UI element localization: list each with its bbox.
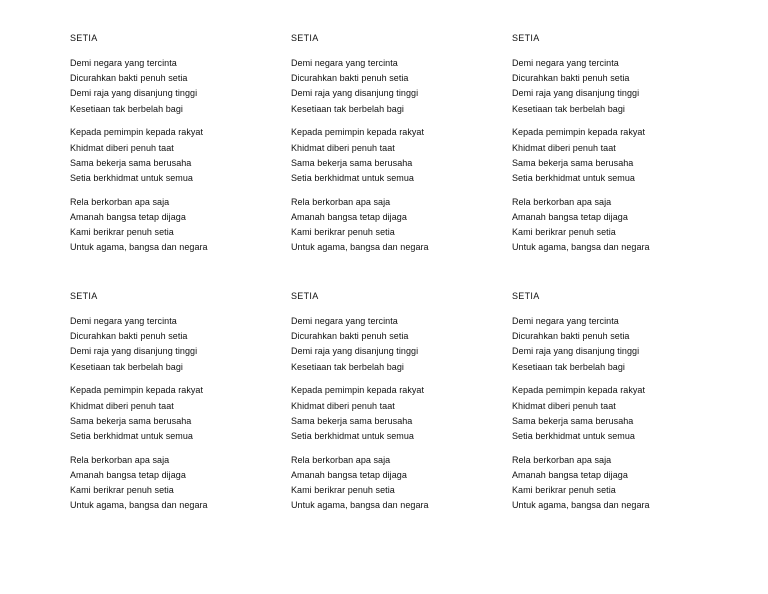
verse-line: Demi raja yang disanjung tinggi bbox=[291, 346, 419, 357]
verse-line: Setia berkhidmat untuk semua bbox=[291, 173, 414, 184]
verse-line: Rela berkorban apa saja bbox=[291, 196, 391, 207]
verse-line: Untuk agama, bangsa dan negara bbox=[291, 500, 429, 511]
stanza bbox=[512, 453, 712, 514]
verse-line: Sama bekerja sama berusaha bbox=[291, 157, 413, 168]
poem-title: SETIA bbox=[512, 33, 540, 43]
verse-line: Amanah bangsa tetap dijaga bbox=[291, 212, 407, 223]
stanza bbox=[70, 314, 270, 375]
poem-title: SETIA bbox=[291, 291, 319, 301]
verse-line: Rela berkorban apa saja bbox=[512, 454, 612, 465]
verse-line: Sama bekerja sama berusaha bbox=[291, 415, 413, 426]
verse-line: Demi negara yang tercinta bbox=[512, 58, 619, 68]
verse-line: Amanah bangsa tetap dijaga bbox=[512, 212, 628, 223]
verse-line: Khidmat diberi penuh taat bbox=[291, 142, 395, 153]
verse-line: Demi raja yang disanjung tinggi bbox=[291, 88, 419, 99]
verse-line: Demi negara yang tercinta bbox=[70, 316, 177, 326]
stanza bbox=[70, 125, 270, 186]
verse-line: Kami berikrar penuh setia bbox=[291, 227, 395, 238]
verse-line: Demi negara yang tercinta bbox=[291, 58, 398, 68]
verse-line: Kesetiaan tak berbelah bagi bbox=[512, 103, 625, 114]
verse-line: Khidmat diberi penuh taat bbox=[512, 400, 616, 411]
stanza bbox=[291, 314, 491, 375]
lyric-card bbox=[291, 32, 491, 264]
verse-line: Setia berkhidmat untuk semua bbox=[512, 431, 635, 442]
verse-line: Untuk agama, bangsa dan negara bbox=[512, 500, 650, 511]
stanza bbox=[291, 125, 491, 186]
verse-line: Dicurahkan bakti penuh setia bbox=[512, 73, 630, 84]
stanza bbox=[512, 314, 712, 375]
verse-line: Untuk agama, bangsa dan negara bbox=[512, 242, 650, 253]
verse-line: Amanah bangsa tetap dijaga bbox=[291, 470, 407, 481]
stanza bbox=[70, 195, 270, 256]
verse-line: Khidmat diberi penuh taat bbox=[512, 142, 616, 153]
verse-line: Amanah bangsa tetap dijaga bbox=[512, 470, 628, 481]
poem-title: SETIA bbox=[70, 291, 98, 301]
stanza bbox=[70, 56, 270, 117]
lyric-card bbox=[512, 290, 712, 522]
verse-line: Dicurahkan bakti penuh setia bbox=[70, 73, 188, 84]
verse-line: Kepada pemimpin kepada rakyat bbox=[70, 385, 204, 396]
verse-line: Kesetiaan tak berbelah bagi bbox=[70, 361, 183, 372]
poem-title: SETIA bbox=[70, 33, 98, 43]
stanza bbox=[70, 453, 270, 514]
verse-line: Dicurahkan bakti penuh setia bbox=[291, 331, 409, 342]
verse-line: Demi negara yang tercinta bbox=[291, 316, 398, 326]
verse-line: Kami berikrar penuh setia bbox=[70, 227, 174, 238]
verse-line: Kesetiaan tak berbelah bagi bbox=[291, 361, 404, 372]
verse-line: Kesetiaan tak berbelah bagi bbox=[512, 361, 625, 372]
lyric-card bbox=[291, 290, 491, 522]
verse-line: Khidmat diberi penuh taat bbox=[70, 142, 174, 153]
verse-line: Sama bekerja sama berusaha bbox=[70, 415, 192, 426]
verse-line: Kami berikrar penuh setia bbox=[512, 485, 616, 496]
stanza bbox=[512, 195, 712, 256]
lyric-card bbox=[512, 32, 712, 264]
verse-line: Demi raja yang disanjung tinggi bbox=[512, 88, 640, 99]
verse-line: Dicurahkan bakti penuh setia bbox=[291, 73, 409, 84]
verse-line: Kepada pemimpin kepada rakyat bbox=[512, 127, 646, 138]
verse-line: Setia berkhidmat untuk semua bbox=[70, 431, 193, 442]
verse-line: Sama bekerja sama berusaha bbox=[512, 415, 634, 426]
verse-line: Khidmat diberi penuh taat bbox=[291, 400, 395, 411]
verse-line: Kepada pemimpin kepada rakyat bbox=[291, 385, 425, 396]
stanza bbox=[291, 383, 491, 444]
verse-line: Khidmat diberi penuh taat bbox=[70, 400, 174, 411]
stanza bbox=[291, 195, 491, 256]
verse-line: Kepada pemimpin kepada rakyat bbox=[70, 127, 204, 138]
stanza bbox=[512, 125, 712, 186]
verse-line: Kami berikrar penuh setia bbox=[70, 485, 174, 496]
verse-line: Sama bekerja sama berusaha bbox=[70, 157, 192, 168]
verse-line: Demi raja yang disanjung tinggi bbox=[512, 346, 640, 357]
poem-title: SETIA bbox=[512, 291, 540, 301]
verse-line: Setia berkhidmat untuk semua bbox=[70, 173, 193, 184]
verse-line: Amanah bangsa tetap dijaga bbox=[70, 212, 186, 223]
verse-line: Kesetiaan tak berbelah bagi bbox=[70, 103, 183, 114]
verse-line: Demi negara yang tercinta bbox=[512, 316, 619, 326]
stanza bbox=[512, 56, 712, 117]
verse-line: Amanah bangsa tetap dijaga bbox=[70, 470, 186, 481]
stanza bbox=[291, 453, 491, 514]
lyric-card bbox=[70, 32, 270, 264]
verse-line: Kami berikrar penuh setia bbox=[512, 227, 616, 238]
verse-line: Demi raja yang disanjung tinggi bbox=[70, 88, 198, 99]
verse-line: Kepada pemimpin kepada rakyat bbox=[291, 127, 425, 138]
verse-line: Setia berkhidmat untuk semua bbox=[512, 173, 635, 184]
verse-line: Rela berkorban apa saja bbox=[70, 196, 170, 207]
verse-line: Untuk agama, bangsa dan negara bbox=[70, 500, 208, 511]
stanza bbox=[291, 56, 491, 117]
verse-line: Untuk agama, bangsa dan negara bbox=[291, 242, 429, 253]
verse-line: Rela berkorban apa saja bbox=[512, 196, 612, 207]
verse-line: Setia berkhidmat untuk semua bbox=[291, 431, 414, 442]
verse-line: Sama bekerja sama berusaha bbox=[512, 157, 634, 168]
verse-line: Dicurahkan bakti penuh setia bbox=[512, 331, 630, 342]
verse-line: Dicurahkan bakti penuh setia bbox=[70, 331, 188, 342]
verse-line: Untuk agama, bangsa dan negara bbox=[70, 242, 208, 253]
verse-line: Kami berikrar penuh setia bbox=[291, 485, 395, 496]
verse-line: Kesetiaan tak berbelah bagi bbox=[291, 103, 404, 114]
poem-title: SETIA bbox=[291, 33, 319, 43]
stanza bbox=[512, 383, 712, 444]
verse-line: Kepada pemimpin kepada rakyat bbox=[512, 385, 646, 396]
lyric-card bbox=[70, 290, 270, 522]
verse-line: Rela berkorban apa saja bbox=[291, 454, 391, 465]
verse-line: Demi raja yang disanjung tinggi bbox=[70, 346, 198, 357]
stanza bbox=[70, 383, 270, 444]
verse-line: Demi negara yang tercinta bbox=[70, 58, 177, 68]
verse-line: Rela berkorban apa saja bbox=[70, 454, 170, 465]
